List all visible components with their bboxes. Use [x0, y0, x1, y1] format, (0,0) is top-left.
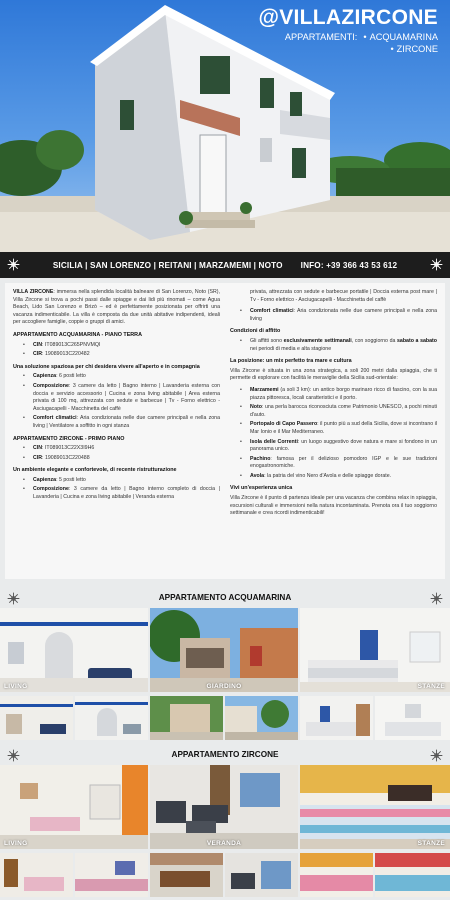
- apartment-acquamarina-label: ACQUAMARINA: [369, 32, 438, 42]
- list-item: • Composizione: 3 camere da letto | Bagno interno completo di doccia | Lavanderia | Cucina e zona living abitabile | Veranda esterna: [23, 486, 220, 501]
- contact-phone[interactable]: INFO: +39 366 43 53 612: [300, 260, 398, 270]
- photo-thumbnail[interactable]: [0, 853, 73, 897]
- photo-zircone-living[interactable]: [0, 765, 148, 849]
- photo-acquamarina-rooms[interactable]: [300, 608, 450, 692]
- position-heading: La posizione: un mix perfetto tra mare e cultura: [230, 358, 352, 365]
- photo-acquamarina-living[interactable]: [0, 608, 148, 692]
- zircone-composition-continued: privata, attrezzata con sedute e barbecue portatile | Doccia esterna post mare | Tv - Forno elettrico - Asciugacapelli - Macchinetta del caffè: [250, 289, 437, 303]
- photo-thumbnail[interactable]: [150, 853, 223, 897]
- list-item: • Capienza: 5 posti letto: [23, 477, 220, 485]
- photo-caption: GIARDINO: [206, 683, 242, 690]
- zircone-codes: [23, 445, 220, 462]
- list-item: • Composizione: 3 camere da letto | Bagno interno | Lavanderia esterna con doccia e servizio accessorio | Cucina e zona living abitabile | Area esterna privata di 100 mq, attrezzata con sedute e barbecue | Tv - Forno elettrico - Asciugacapelli - Macchinetta del caffè: [23, 383, 220, 413]
- list-item: • Pachino: famosa per il delizioso pomodoro IGP e le sue tradizioni enogastronomiche.: [240, 456, 437, 471]
- photo-caption: VERANDA: [206, 840, 242, 847]
- photo-thumbnail[interactable]: [225, 696, 298, 740]
- bullet: •: [390, 44, 394, 54]
- list-item: • Noto: una perla barocca riconosciuta come Patrimonio UNESCO, a pochi minuti d'auto.: [240, 404, 437, 419]
- locations-text: SICILIA | SAN LORENZO | REITANI | MARZAMEMI | NOTO: [52, 260, 283, 270]
- photo-thumbnail[interactable]: [300, 853, 373, 897]
- apartment-zircone-label: ZIRCONE: [396, 44, 438, 54]
- photo-caption: STANZE: [417, 840, 445, 847]
- photo-thumbnail[interactable]: [75, 853, 148, 897]
- list-item: • CIR: 19089013C220488: [23, 455, 220, 463]
- photo-thumbnail[interactable]: [375, 853, 450, 897]
- position-paragraph: Villa Zircone è situata in una zona strategica, a soli 200 metri dalla spiaggia, che ti permette di esplorare con facilità le meraviglie della Sicilia sud-orientale:: [230, 367, 437, 382]
- ornament-icon: [430, 258, 443, 271]
- description-column-right: [230, 289, 437, 573]
- hero-photo: [0, 0, 450, 252]
- photo-thumbnail[interactable]: [375, 696, 450, 740]
- photo-thumbnail[interactable]: [75, 696, 148, 740]
- info-bar: [0, 252, 450, 278]
- zircone-heading: APPARTAMENTO ZIRCONE - PRIMO PIANO: [13, 435, 125, 442]
- ornament-icon: [430, 592, 443, 605]
- experience-heading: Vivi un'esperienza unica: [230, 485, 293, 492]
- list-item: • Comfort climatici: Aria condizionata nelle due camere principali e nella zona living: [240, 308, 437, 323]
- list-item: • Avola: la patria del vino Nero d'Avola e delle spiagge dorate.: [240, 473, 437, 481]
- zircone-features: [23, 477, 220, 502]
- list-item: • CIN: IT089013C265PNVMQI: [23, 342, 220, 350]
- description-column-left: [13, 289, 220, 573]
- acquamarina-subheading: Una soluzione spaziosa per chi desidera vivere all'aperto e in compagnia: [13, 363, 200, 370]
- photo-acquamarina-garden[interactable]: [150, 608, 298, 692]
- photo-zircone-rooms[interactable]: [300, 765, 450, 849]
- ornament-icon: [430, 749, 443, 762]
- section-title-zircone: APPARTAMENTO ZIRCONE: [171, 750, 279, 759]
- list-item: • CIR: 19089013C220482: [23, 351, 220, 359]
- intro-paragraph: VILLA ZIRCONE: immersa nella splendida località balneare di San Lorenzo, Noto (SR), Villa Zircone si trova a pochi passi dalle spiagge e dai lidi più rinomati – come Agua Beach, Lido San Lorenzo e Brizò – ed è perfettamente posizionata per offrirti una vacanza indimenticabile. La villa è composta da due unità abitative indipendenti, ideali per accogliere famiglie, coppie o gruppi di amici.: [13, 289, 220, 326]
- photo-thumbnail[interactable]: [150, 696, 223, 740]
- photo-zircone-veranda[interactable]: [150, 765, 298, 849]
- apartments-label: APPARTAMENTI:: [284, 32, 358, 42]
- places-list: [240, 387, 437, 481]
- brand-title: @VILLAZIRCONE: [258, 6, 438, 29]
- acquamarina-heading: APPARTAMENTO ACQUAMARINA - PIANO TERRA: [13, 331, 142, 338]
- zircone-subheading: Un ambiente elegante e confortevole, di recente ristrutturazione: [13, 467, 177, 474]
- list-item: • Capienza: 6 posti letto: [23, 373, 220, 381]
- acquamarina-features: [23, 373, 220, 430]
- zircone-climate: [240, 308, 437, 323]
- experience-paragraph: Villa Zircone è il punto di partenza ideale per una vacanza che combina relax in spiaggia, escursioni culturali e immersioni nella natura incontaminata. Prenota ora il tuo soggiorno settimanale e crea ricordi indimenticabili!: [230, 495, 437, 517]
- photo-caption: STANZE: [417, 683, 445, 690]
- ornament-icon: [7, 258, 20, 271]
- brand-block: [258, 6, 438, 54]
- brand-apartments-line: [258, 32, 438, 42]
- bullet: •: [363, 32, 367, 42]
- list-item: • Isola delle Correnti: un luogo suggestivo dove natura e mare si fondono in un panorama unico.: [240, 439, 437, 454]
- photo-thumbnail[interactable]: [300, 696, 373, 740]
- acquamarina-codes: [23, 342, 220, 359]
- list-item: • Portopalo di Capo Passero: il punto più a sud della Sicilia, dove si incontrano il Mar Ionio e il Mar Mediterraneo.: [240, 421, 437, 436]
- brand-apartments-line-2: [258, 44, 438, 54]
- photo-thumbnail[interactable]: [0, 696, 73, 740]
- list-item: • Marzamemi (a soli 3 km): un antico borgo marinaro ricco di fascino, con la sua piazza pittoresca, locali caratteristici e il porto.: [240, 387, 437, 402]
- photo-thumbnail[interactable]: [225, 853, 298, 897]
- photo-caption: LIVING: [4, 840, 28, 847]
- photo-caption: LIVING: [4, 683, 28, 690]
- conditions-list: [240, 338, 437, 353]
- list-item: • Gli affitti sono esclusivamente settimanali, con soggiorno da sabato a sabato nei periodi di media e alta stagione: [240, 338, 437, 353]
- list-item: • CIN: IT089013C22X3I9H6: [23, 445, 220, 453]
- list-item: • Comfort climatici: Aria condizionata nelle due camere principali e nella zona living | Ventilatore a soffitto in ogni stanza: [23, 415, 220, 430]
- conditions-heading: Condizioni di affitto: [230, 328, 281, 335]
- description-card: [5, 283, 445, 579]
- section-title-acquamarina: APPARTAMENTO ACQUAMARINA: [158, 593, 292, 602]
